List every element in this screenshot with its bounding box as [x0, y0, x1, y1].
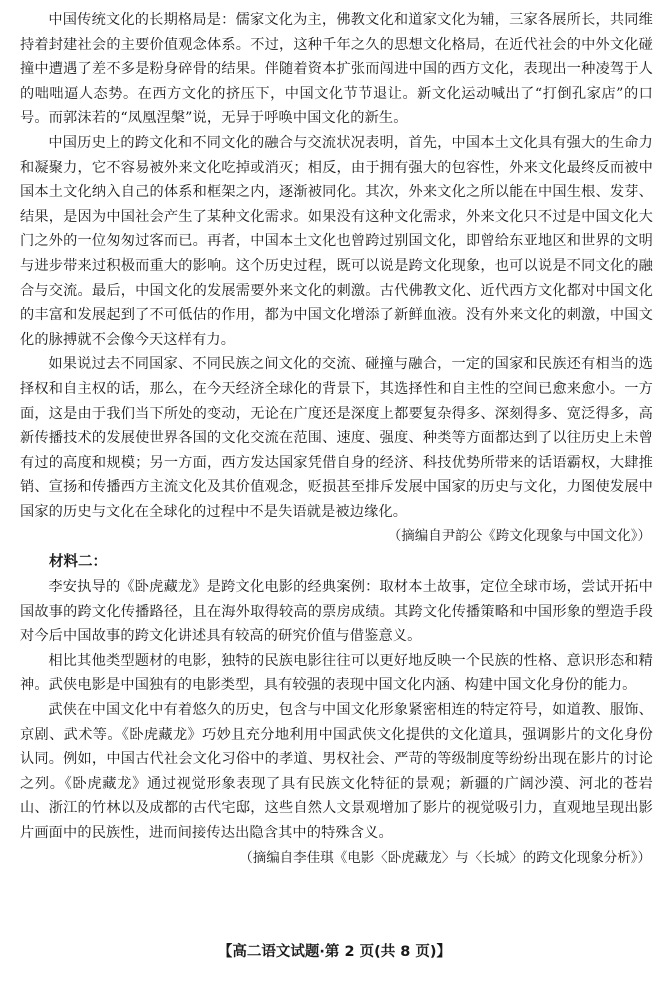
page-footer: 【高二语文试题·第 2 页(共 8 页)】	[217, 944, 452, 960]
paragraph: 如果说过去不同国家、不同民族之间文化的交流、碰撞与融合，一定的国家和民族还有相当的选择权和自主权的话，那么，在今天经济全球化的背景下，其选择性和自主性的空间已愈来愈小。一方面，这是由于我们当下所处的变动，无论在广度还是深度上都要复杂得多、深刻得多、宽泛得多，高新传播技术的发展使世界各国的文化交流在范围、速度、强度、种类等方面都达到了以往历史上未曾有过的高度和规模；另一方面，西方发达国家凭借自身的经济、科技优势所带来的话语霸权，大肆推销、宣扬和传播西方主流文化及其价值观念，贬损甚至排斥发展中国家的历史与文化，力图使发展中国家的历史与文化在全球化的过程中不是失语就是被边缘化。	[20, 356, 653, 520]
paragraph: 李安执导的《卧虎藏龙》是跨文化电影的经典案例：取材本土故事，定位全球市场，尝试开拓中国故事的跨文化传播路径，且在海外取得较高的票房成绩。其跨文化传播策略和中国形象的塑造手段对今后中国故事的跨文化讲述具有较高的研究价值与借鉴意义。	[20, 579, 653, 645]
material-one	[20, 8, 653, 549]
paragraph: 中国传统文化的长期格局是：儒家文化为主，佛教文化和道家文化为辅，三家各展所长，共同维持着封建社会的主要价值观念体系。不过，这种千年之久的思想文化格局，在近代社会的中外文化碰撞中遭遇了差不多是粉身碎骨的结果。伴随着资本扩张而闯进中国的西方文化，表现出一种凌驾于人的咄咄逼人态势。在西方文化的挤压下，中国文化节节退让。新文化运动喊出了“打倒孔家店”的口号。而郭沫若的“凤凰涅槃”说，无异于呼唤中国文化的新生。	[20, 12, 653, 127]
paragraph: 武侠在中国文化中有着悠久的历史，包含与中国文化形象紧密相连的特定符号，如道教、服饰、京剧、武术等。《卧虎藏龙》巧妙且充分地利用中国武侠文化提供的文化道具，强调影片的文化身份认同。例如，中国古代社会文化习俗中的孝道、男权社会、严苛的等级制度等纷纷出现在影片的讨论之列。《卧虎藏龙》通过视觉形象表现了具有民族文化特征的景观；新疆的广阔沙漠、河北的苍岩山、浙江的竹林以及成都的古代宅邸，这些自然人文景观增加了影片的视觉吸引力，直观地呈现出影片画面中的民族性，进而间接传达出隐含其中的特殊含义。	[20, 702, 653, 841]
paragraph: 相比其他类型题材的电影，独特的民族电影往往可以更好地反映一个民族的性格、意识形态和精神。武侠电影是中国独有的电影类型，具有较强的表现中国文化内涵、构建中国文化身份的能力。	[20, 652, 653, 694]
material-two	[20, 549, 653, 870]
section-heading: 材料二：	[49, 554, 107, 571]
source-citation: （摘编自尹韵公《跨文化现象与中国文化》）	[387, 528, 651, 545]
source-citation: （摘编自李佳琪《电影〈卧虎藏龙〉与〈长城〉的跨文化现象分析》）	[239, 849, 651, 866]
paragraph: 中国历史上的跨文化和不同文化的融合与交流状况表明，首先，中国本土文化具有强大的生命力和凝聚力，它不容易被外来文化吃掉或消灭；相反，由于拥有强大的包容性，外来文化最终反而被中国本土文化纳入自己的体系和框架之内，逐渐被同化。其次，外来文化之所以能在中国生根、发芽、结果，是因为中国社会产生了某种文化需求。如果没有这种文化需求，外来文化只不过是中国文化大门之外的一位匆匆过客而已。再者，中国本土文化也曾跨过别国文化，即曾给东亚地区和世界的文明与进步带来过积极而重大的影响。这个历史过程，既可以说是跨文化现象，也可以说是不同文化的融合与交流。最后，中国文化的发展需要外来文化的刺激。古代佛教文化、近代西方文化都对中国文化的丰富和发展起到了不可低估的作用，都为中国文化增添了新鲜血液。没有外来文化的刺激，中国文化的脉搏就不会像今天这样有力。	[20, 134, 653, 348]
